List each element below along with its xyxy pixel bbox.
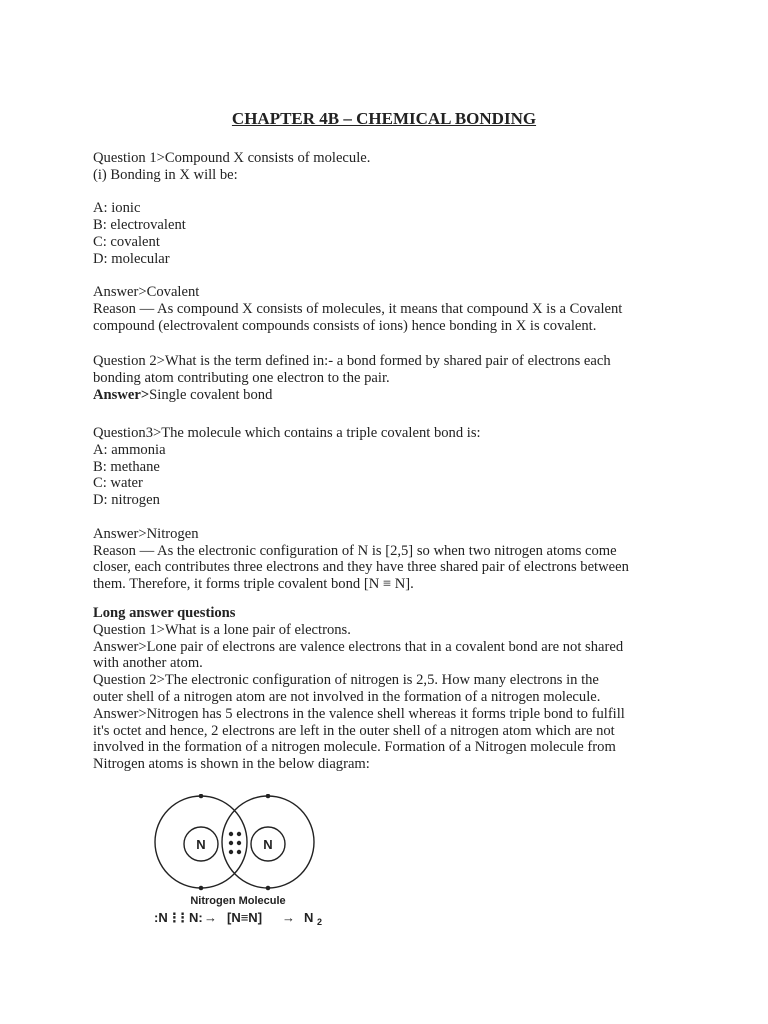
diagram-caption: Nitrogen Molecule bbox=[190, 895, 286, 907]
q2-line-2: bonding atom contributing one electron to the pair. bbox=[93, 369, 390, 386]
arrow-1: → bbox=[204, 910, 217, 925]
long-answer-heading bbox=[93, 605, 693, 622]
arrow-2: → bbox=[282, 910, 295, 925]
question-1-block bbox=[93, 150, 693, 335]
q2-answer bbox=[93, 387, 693, 404]
lewis-left-n: :N⋮ bbox=[154, 910, 181, 925]
lewis-right-n: ⋮N: bbox=[176, 910, 203, 925]
long-line-6: Answer>Nitrogen has 5 electrons in the valence shell whereas it forms triple bond to fulfill bbox=[93, 705, 625, 722]
long-answer-heading-text: Long answer questions bbox=[93, 605, 236, 621]
long-line-9: Nitrogen atoms is shown in the below diagram: bbox=[93, 756, 370, 773]
long-answer-block bbox=[93, 605, 693, 773]
long-line-7: it's octet and hence, 2 electrons are left in the outer shell of a nitrogen atom which are not bbox=[93, 722, 615, 739]
long-line-2: Answer>Lone pair of electrons are valence electrons that in a covalent bond are not shared bbox=[93, 638, 624, 655]
long-line-4: Question 2>The electronic configuration of nitrogen is 2,5. How many electrons in the bbox=[93, 672, 599, 689]
q1-reason-line-2: compound (electrovalent compounds consists of ions) hence bonding in X is covalent. bbox=[93, 317, 597, 334]
q3-question: Question3>The molecule which contains a triple covalent bond is: bbox=[93, 425, 481, 441]
long-line-1: Question 1>What is a lone pair of electrons. bbox=[93, 621, 351, 638]
q1-option-d: D: molecular bbox=[93, 250, 170, 267]
q3-reason-line-2: closer, each contributes three electrons and they have three shared pair of electrons between bbox=[93, 559, 629, 576]
q1-option-b: B: electrovalent bbox=[93, 217, 186, 234]
question-3-block bbox=[93, 425, 693, 593]
shared-electron-pairs bbox=[229, 832, 241, 854]
q3-option-d: D: nitrogen bbox=[93, 492, 160, 509]
question-2-block bbox=[93, 353, 693, 403]
long-line-3: with another atom. bbox=[93, 655, 203, 672]
long-line-8: involved in the formation of a nitrogen molecule. Formation of a Nitrogen molecule from bbox=[93, 739, 616, 756]
q3-option-a: A: ammonia bbox=[93, 441, 166, 458]
formation-equation bbox=[154, 910, 322, 927]
chapter-title: CHAPTER 4B – CHEMICAL BONDING bbox=[231, 109, 537, 128]
nitrogen-molecule-diagram bbox=[148, 794, 348, 934]
q1-option-c: C: covalent bbox=[93, 233, 160, 250]
right-atom-label: N bbox=[263, 837, 273, 852]
long-line-5: outer shell of a nitrogen atom are not involved in the formation of a nitrogen molecule. bbox=[93, 688, 601, 705]
q3-answer: Answer>Nitrogen bbox=[93, 525, 199, 542]
q1-question: Question 1>Compound X consists of molecule. bbox=[93, 150, 371, 166]
q1-option-a: A: ionic bbox=[93, 200, 141, 217]
q2-answer-label: Answer> bbox=[93, 386, 150, 403]
nitrogen-molecule-figure bbox=[148, 794, 348, 934]
q1-reason-line-1: Reason — As compound X consists of molecules, it means that compound X is a Covalent bbox=[93, 301, 623, 318]
product-n: N bbox=[304, 910, 314, 925]
triple-bond-formula: [N≡N] bbox=[227, 910, 263, 925]
q1-sub: (i) Bonding in X will be: bbox=[93, 166, 238, 183]
q3-reason-line-3: them. Therefore, it forms triple covalent bond [N ≡ N]. bbox=[93, 576, 414, 593]
q2-answer-text: Single covalent bond bbox=[149, 386, 273, 403]
q2-line-1: Question 2>What is the term defined in:- a bond formed by shared pair of electrons each bbox=[93, 353, 611, 369]
lone-electrons bbox=[199, 794, 271, 890]
product-subscript: 2 bbox=[317, 917, 323, 927]
q1-answer: Answer>Covalent bbox=[93, 284, 200, 301]
q3-option-b: B: methane bbox=[93, 458, 160, 475]
q3-reason-line-1: Reason — As the electronic configuration of N is [2,5] so when two nitrogen atoms come bbox=[93, 542, 617, 559]
q3-option-c: C: water bbox=[93, 475, 143, 492]
left-atom-label: N bbox=[196, 837, 206, 852]
